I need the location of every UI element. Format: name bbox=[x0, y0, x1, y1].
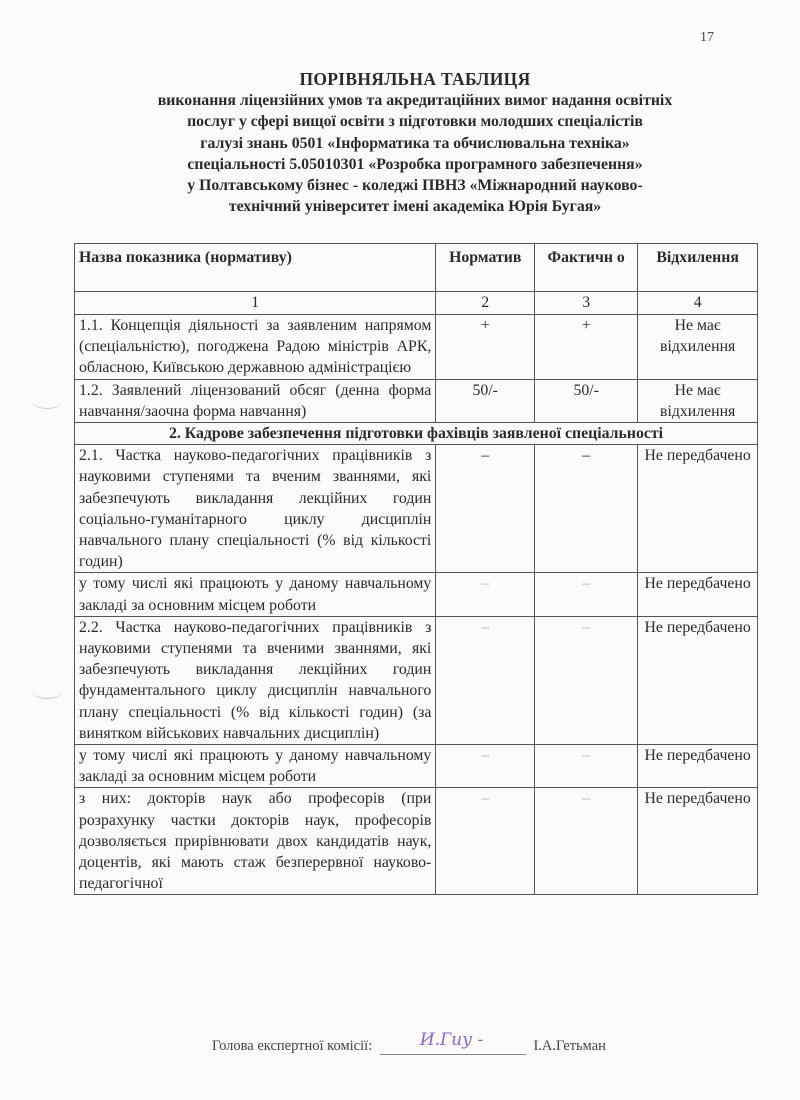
section-heading: 2. Кадрове забезпечення підготовки фахівців заявленої спеціальності bbox=[75, 423, 758, 445]
section-heading-row bbox=[75, 423, 758, 445]
header-indicator: Назва показника (нормативу) bbox=[75, 244, 436, 292]
indicator-cell: 2.2. Частка науково-педагогічних працівників з науковими ступенями та вченими званнями, які забезпечують викладання лекційних годин фундаментального циклу дисциплін навчального плану спеціальності (% від кількості годин) (за винятком військових навчальних дисциплін) bbox=[75, 616, 436, 744]
title-subline: спеціальності 5.05010301 «Розробка програмного забезпечення» bbox=[187, 155, 643, 173]
punch-hole-mark bbox=[32, 394, 62, 409]
title-subline: послуг у сфері вищої освіти з підготовки молодших спеціалістів bbox=[187, 113, 643, 131]
indicator-cell: у тому числі які працюють у даному навчальному закладі за основним місцем роботи bbox=[75, 745, 436, 788]
actual-cell: – bbox=[535, 616, 638, 744]
column-number: 2 bbox=[436, 292, 535, 315]
header-norm: Норматив bbox=[436, 244, 535, 292]
deviation-cell: Не передбачено bbox=[638, 573, 758, 616]
page-number: 17 bbox=[700, 30, 714, 45]
norm-cell: – bbox=[436, 445, 535, 573]
indicator-cell: 2.1. Частка науково-педагогічних працівників з науковими ступенями та вченим званнями, які забезпечують викладання лекційних годин соціально-гуманітарного циклу дисциплін навчального плану спеціальності (% від кількості годин) bbox=[75, 445, 436, 573]
table-row bbox=[75, 573, 758, 616]
table-row bbox=[75, 315, 758, 380]
title-subline: технічний університет імені академіка Юрія Бугая» bbox=[228, 198, 602, 216]
actual-cell: + bbox=[535, 315, 638, 380]
table-row bbox=[75, 745, 758, 788]
deviation-cell: Не має відхилення bbox=[638, 315, 758, 380]
table-row bbox=[75, 379, 758, 422]
deviation-cell: Не передбачено bbox=[638, 788, 758, 895]
norm-cell: 50/- bbox=[436, 379, 535, 422]
deviation-cell: Не передбачено bbox=[638, 616, 758, 744]
norm-cell: – bbox=[436, 616, 535, 744]
actual-cell: 50/- bbox=[535, 379, 638, 422]
header-actual: Фактичн о bbox=[535, 244, 638, 292]
handwritten-signature: И.Гиу - bbox=[419, 1030, 484, 1050]
column-number: 4 bbox=[638, 292, 758, 315]
actual-cell: – bbox=[535, 788, 638, 895]
norm-cell: – bbox=[436, 745, 535, 788]
table-row bbox=[75, 788, 758, 895]
actual-cell: – bbox=[535, 573, 638, 616]
norm-cell: + bbox=[436, 315, 535, 380]
signature-footer bbox=[212, 1030, 606, 1055]
actual-cell: – bbox=[535, 745, 638, 788]
norm-cell: – bbox=[436, 573, 535, 616]
punch-hole-mark bbox=[32, 684, 62, 699]
table-header-row bbox=[75, 244, 758, 292]
indicator-cell: у тому числі які працюють у даному навчальному закладі за основним місцем роботи bbox=[75, 573, 436, 616]
table-row bbox=[75, 445, 758, 573]
signature-line bbox=[380, 1030, 526, 1055]
actual-cell: – bbox=[535, 445, 638, 573]
title-subline: виконання ліцензійних умов та акредитаційних вимог надання освітніх bbox=[157, 92, 673, 109]
norm-cell: – bbox=[436, 788, 535, 895]
comparison-table bbox=[74, 243, 758, 895]
title-subline: у Полтавському бізнес - коледжі ПВНЗ «Міжнародний науково- bbox=[187, 177, 643, 195]
column-number-row bbox=[75, 292, 758, 315]
header-deviation: Відхилення bbox=[638, 244, 758, 292]
commission-head-label: Голова експертної комісії: bbox=[212, 1038, 373, 1054]
deviation-cell: Не має відхилення bbox=[638, 379, 758, 422]
indicator-cell: 1.2. Заявлений ліцензований обсяг (денна форма навчання/заочна форма навчання) bbox=[75, 379, 436, 422]
deviation-cell: Не передбачено bbox=[638, 445, 758, 573]
document-title: ПОРІВНЯЛЬНА ТАБЛИЦЯ bbox=[299, 69, 531, 89]
signatory-name: І.А.Гетьман bbox=[533, 1038, 606, 1054]
indicator-cell: 1.1. Концепція діяльності за заявленим напрямом (спеціальністю), погоджена Радою міністрів АРК, обласною, Київською державною адміністрацією bbox=[75, 315, 436, 380]
indicator-cell: з них: докторів наук або професорів (при розрахунку частки докторів наук, професорів дозволяється прирівнювати двох кандидатів наук, доцентів, які мають стаж безперервної науково-педагогічної bbox=[75, 788, 436, 895]
column-number: 3 bbox=[535, 292, 638, 315]
column-number: 1 bbox=[75, 292, 436, 315]
table-row bbox=[75, 616, 758, 744]
title-subline: галузі знань 0501 «Інформатика та обчислювальна техніка» bbox=[200, 134, 630, 152]
document-title-block bbox=[90, 68, 740, 218]
deviation-cell: Не передбачено bbox=[638, 745, 758, 788]
